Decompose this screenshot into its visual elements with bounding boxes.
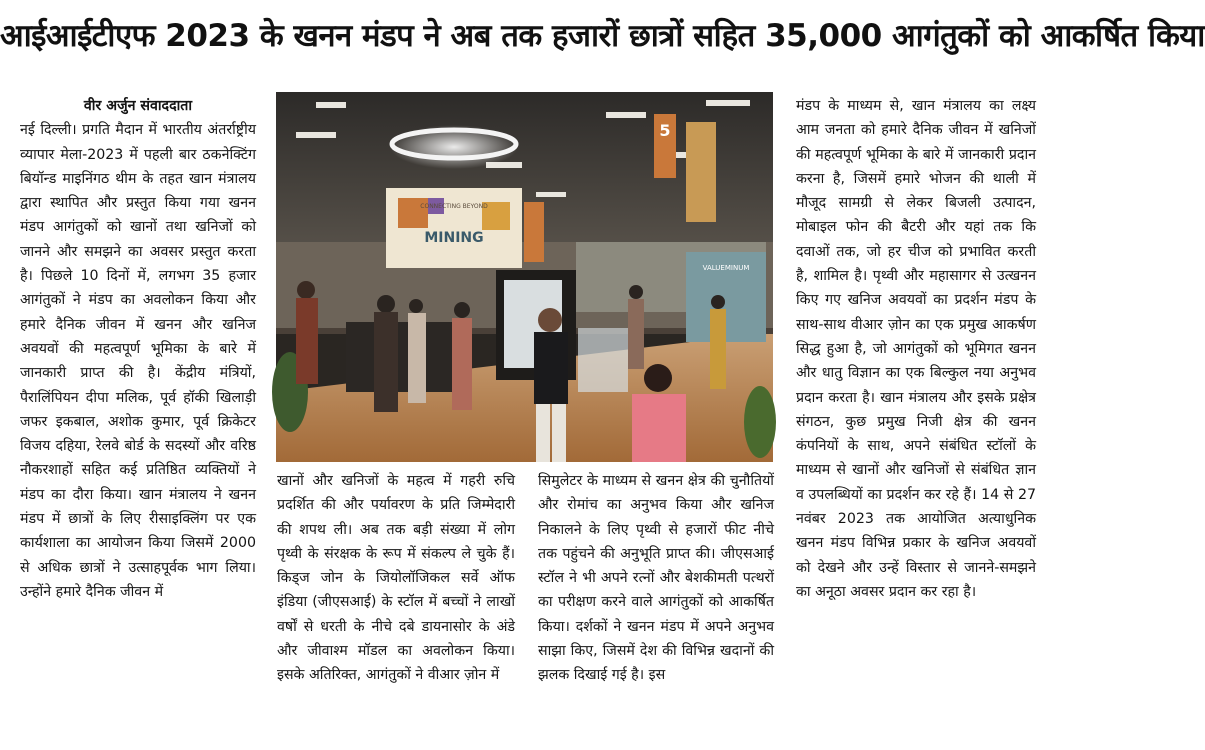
column-2-text: खानों और खनिजों के महत्व में गहरी रुचि प्रदर्शित की और पर्यावरण के प्रति जिम्मेदारी की शपथ ली। अब तक बड़ी संख्या में लोग पृथ्वी के संरक्षक के रूप में संकल्प ले चुके हैं। किड्ज जोन के जियोलॉजिकल सर्वे ऑफ इंडिया (जीएसआई) के स्टॉल में बच्चों ने लाखों वर्षों से धरती के नीचे दबे डायनासोर के अंडे और जीवाश्म मॉडल का अवलोकन किया। इसके अतिरिक्त, आगंतुकों ने वीआर ज़ोन में [277,473,515,684]
article-column-3 [538,469,774,688]
pavilion-photo [276,92,773,462]
booth-sign: MINING [424,230,484,246]
booth-subtitle: CONNECTING BEYOND [420,203,488,210]
byline: वीर अर्जुन संवाददाता [83,98,193,114]
column-4-text: मंडप के माध्यम से, खान मंत्रालय का लक्ष्य आम जनता को हमारे दैनिक जीवन में खनिजों की महत्वपूर्ण भूमिका के बारे में जानकारी प्रदान करना है, जिसमें हमारे भोजन की थाली में मौजूद सामग्री से लेकर बिजली उत्पादन, मोबाइल फोन की बैटरी और यहां तक कि दवाओं तक, जो हर चीज को प्रभावित करती है, शामिल है। पृथ्वी और महासागर से उत्खनन किए गए खनिज अवयवों का प्रदर्शन मंडप के साथ-साथ वीआर ज़ोन का एक प्रमुख आकर्षण सिद्ध हुआ है, जो आगंतुकों को भूमिगत खनन और धातु विज्ञान का एक बिल्कुल नया अनुभव प्रदान करता है। खान मंत्रालय और इसके प्रक्षेत्र संगठन, कुछ प्रमुख निजी क्षेत्र की खनन कंपनियों के साथ, अपने संबंधित स्टॉलों के माध्यम से खानों और खनिजों से संबंधित ज्ञान व उपलब्धियों का प्रदर्शन कर रहे हैं। 14 से 27 नवंबर 2023 तक आयोजित अत्याधुनिक खनन मंडप विभिन्न प्रकार के खनिज अवयवों को देखने और उन्हें विस्तार से जानने-समझने का अनूठा अवसर प्रदान कर रहा है। [796,98,1036,600]
column-1-text: नई दिल्ली। प्रगति मैदान में भारतीय अंतर्राष्ट्रीय व्यापार मेला-2023 में पहली बार ठकनेक्टिंग बियॉन्ड माइनिंगठ थीम के तहत खान मंत्रालय द्वारा स्थापित और प्रस्तुत किया गया खनन मंडप आगंतुकों को खानों तथा खनिजों को जानने और समझने का अवसर प्रस्तुत करता है। पिछले 10 दिनों में, लगभग 35 हजार आगंतुकों ने मंडप का अवलोकन किया और हमारे दैनिक जीवन में खनन और खनिज अवयवों की महत्वपूर्ण भूमिका के बारे में जानकारी प्राप्त की है। केंद्रीय मंत्रियों, पैरालिंपियन दीपा मलिक, पूर्व हॉकी खिलाड़ी जफर इकबाल, अशोक कुमार, पूर्व क्रिकेटर विजय दहिया, रेलवे बोर्ड के सदस्यों और वरिष्ठ नौकरशाहों सहित कई प्रतिष्ठित व्यक्तियों ने मंडप का दौरा किया। खान मंत्रालय ने खनन मंडप में छात्रों के लिए रीसाइक्लिंग पर एक कार्यशाला का आयोजन किया जिसमें 2000 से अधिक छात्रों ने उत्साहपूर्वक भाग लिया। उन्होंने हमारे दैनिक जीवन में [20,122,256,600]
article-column-1 [20,94,256,604]
hall-number: 5 [659,121,671,140]
article-column-2 [277,469,515,688]
column-3-text: सिमुलेटर के माध्यम से खनन क्षेत्र की चुनौतियों और रोमांच का अनुभव किया और खनिज निकालने के लिए पृथ्वी से हजारों फीट नीचे तक पहुंचने की अनुभूति प्राप्त की। जीएसआई स्टॉल ने भी अपने रत्नों और बेशकीमती पत्थरों का परीक्षण करने वाले आगंतुकों को आकर्षित किया। दर्शकों ने खनन मंडप में अपने अनुभव साझा किए, जिसमें देश की विभिन्न खदानों की झलक दिखाई गई है। इस [538,473,774,684]
article-headline: आईआईटीएफ 2023 के खनन मंडप ने अब तक हजारों छात्रों सहित 35,000 आगंतुकों को आकर्षित किया [0,18,1205,54]
article-column-4 [796,94,1036,604]
side-banner: VALUEMINUM [702,264,750,272]
